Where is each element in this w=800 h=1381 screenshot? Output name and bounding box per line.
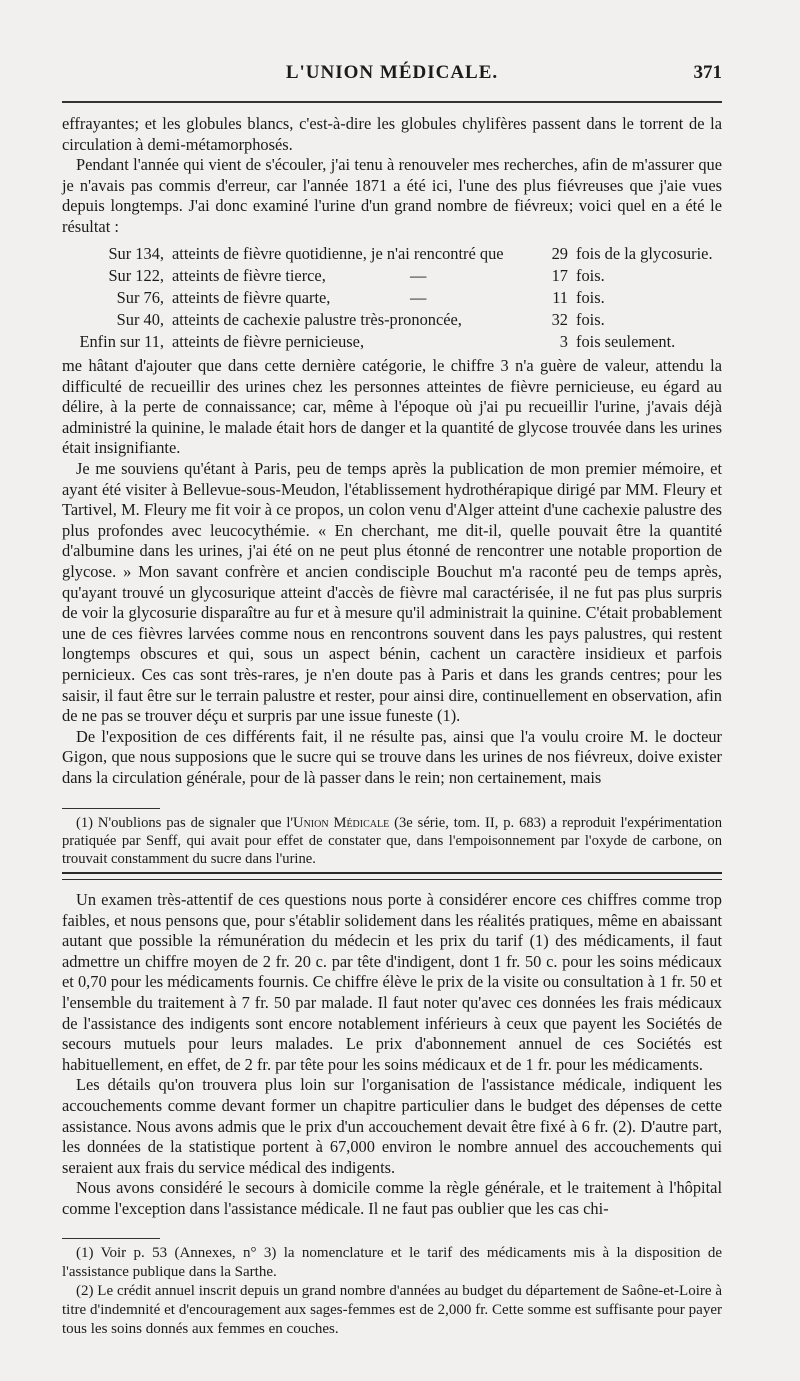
stat-description: atteints de fièvre pernicieuse, bbox=[172, 332, 365, 351]
stat-result: fois seulement. bbox=[576, 332, 676, 351]
paragraph: me hâtant d'ajouter que dans cette dernière catégorie, le chiffre 3 n'a guère de valeur, attendu la difficulté de recueillir des urines chez les personnes atteintes de fièvre pernicieuse, eu égard au délire, à la perte de connaissance; car, même à l'époque où j'ai pu recueillir l'urine, j'avais déjà administré la quinine, le malade était hors de danger et la quantité de glycose trouvée dans les urines était insignifiante. bbox=[62, 356, 722, 458]
stat-label: Sur 76, bbox=[116, 288, 164, 307]
footnote-rule bbox=[62, 1238, 160, 1239]
stat-description: atteints de cachexie palustre très-prononcée, bbox=[172, 310, 462, 329]
stat-row bbox=[62, 265, 722, 287]
stat-result: fois. bbox=[576, 310, 605, 329]
stat-label: Sur 40, bbox=[116, 310, 164, 329]
section-divider bbox=[62, 872, 722, 880]
paragraph: effrayantes; et les globules blancs, c'est-à-dire les globules chylifères passent dans le torrent de la circulation à demi-métamorphosés. bbox=[62, 114, 722, 154]
running-title: L'UNION MÉDICALE. bbox=[285, 62, 499, 83]
stat-count: 11 bbox=[552, 288, 568, 307]
stat-row bbox=[62, 309, 722, 331]
stat-description: atteints de fièvre quarte, bbox=[172, 288, 331, 307]
footnote-top bbox=[62, 814, 722, 868]
stat-count: 3 bbox=[559, 332, 568, 351]
glycosuria-statistics bbox=[62, 243, 722, 353]
paragraph: Je me souviens qu'étant à Paris, peu de temps après la publication de mon premier mémoire, et ayant été visiter à Bellevue-sous-Meudon, l'établissement hydrothérapique dirigé par MM. Fleury et Tartivel, M. Fleury me fit voir à ce propos, un colon venu d'Alger atteint d'une cachexie palustre des plus profondes avec leucocythémie. « En cherchant, me dit-il, quelle pouvait être la quantité d'albumine dans les urines, j'ai été on ne peut plus étonné de rencontrer une notable proportion de glycose. » Mon savant confrère et ancien condisciple Bouchut m'a raconté peu de temps après, qu'ayant trouvé un glycosurique atteint d'accès de fièvre mal caractérisée, il ne fut pas plus surpris de voir la glycosurie disparaître au fur et à mesure qu'il administrait la quinine. C'était probablement une de ces fièvres larvées comme nous en rencontrons souvent dans les pays palustres, qui restent longtemps obscures et qui, sous un aspect bénin, cachent un caractère insidieux et parfois pernicieux. Ces cas sont très-rares, je n'en doute pas à Paris et dans les grands centres; pour les saisir, il faut être sur le terrain palustre et rester, pour ainsi dire, continuellement en observation, afin de ne pas se trouver déçu et surpris par une issue funeste (1). bbox=[62, 458, 722, 726]
stat-count: 29 bbox=[551, 244, 568, 263]
stat-ditto-dash: — bbox=[410, 288, 427, 307]
page-number: 371 bbox=[693, 62, 722, 83]
footnote-rule bbox=[62, 808, 160, 809]
stat-row bbox=[62, 243, 722, 265]
paragraph: Pendant l'année qui vient de s'écouler, j'ai tenu à renouveler mes recherches, afin de m'assurer que je n'avais pas commis d'erreur, car l'année 1871 a été ici, l'une des plus fiévreuses que j'aie vues depuis longtemps. J'ai donc examiné l'urine d'un grand nombre de fiévreux; voici quel en a été le résultat : bbox=[62, 155, 722, 236]
stat-count: 17 bbox=[551, 266, 568, 285]
footnote-text: (1) N'oublions pas de signaler que l' bbox=[76, 815, 294, 831]
stat-count: 32 bbox=[551, 310, 568, 329]
paragraph: Nous avons considéré le secours à domicile comme la règle générale, et le traitement à l'hôpital comme l'exception dans l'assistance médicale. Il ne faut pas oublier que les cas chi- bbox=[62, 1178, 722, 1218]
stat-result: fois. bbox=[576, 288, 605, 307]
stat-result: fois de la glycosurie. bbox=[576, 244, 713, 263]
lower-text bbox=[62, 890, 722, 1220]
page-header bbox=[62, 62, 722, 92]
stat-result: fois. bbox=[576, 266, 605, 285]
stat-label: Enfin sur 11, bbox=[79, 332, 164, 351]
footnotes-bottom bbox=[62, 1244, 722, 1339]
paragraph: Un examen très-attentif de ces questions nous porte à considérer encore ces chiffres comme trop faibles, et nous pensons que, pour s'établir solidement dans les réalités pratiques, même en abaissant autant que possible la rémunération du médecin et les prix du tarif (1) des médicaments, il faut admettre un chiffre moyen de 2 fr. 20 c. par tête d'indigent, dont 1 fr. 50 c. pour les soins médicaux et 0,70 pour les médicaments fournis. Ce chiffre élève le prix de la visite ou consultation à 1 fr. 50 et l'ensemble du traitement à 7 fr. 50 par malade. Il faut noter qu'avec ces données les frais médicaux de l'assistance des indigents sont encore notablement inférieurs à ceux que payent les Sociétés de secours mutuels pour leurs malades. Le prix d'abonnement annuel de ces Sociétés est habituellement, en effet, de 2 fr. par tête pour les soins médicaux et de 1 fr. pour les médicaments. bbox=[62, 890, 722, 1074]
stat-row bbox=[62, 331, 722, 353]
stat-description: atteints de fièvre tierce, bbox=[172, 266, 326, 285]
paragraph: De l'exposition de ces différents fait, il ne résulte pas, ainsi que l'a voulu croire M. le docteur Gigon, que nous supposions que le sucre qui se trouve dans les urines de nos fiévreux, doive exister dans la circulation générale, pour de là passer dans le rein; non certainement, mais bbox=[62, 726, 722, 787]
stat-row bbox=[62, 287, 722, 309]
stat-label: Sur 134, bbox=[108, 244, 164, 263]
stat-ditto-dash: — bbox=[410, 266, 427, 285]
footnote: (2) Le crédit annuel inscrit depuis un grand nombre d'années au budget du département de Saône-et-Loire à titre d'indemnité et d'encouragement aux sages-femmes est de 2,000 fr. Cette somme est suffisante pour payer tous les soins donnés aux femmes en couches. bbox=[62, 1283, 722, 1337]
journal-name: Union Médicale bbox=[293, 815, 390, 831]
intro-text bbox=[62, 114, 722, 238]
footnote: (1) Voir p. 53 (Annexes, n° 3) la nomenclature et le tarif des médicaments mis à la disposition de l'assistance publique dans la Sarthe. bbox=[62, 1245, 722, 1280]
footnote-text: (3e série, tom. II, p. 683) a reproduit l'expérimentation pratiquée par Senff, qui avait pour effet de constater que, dans l'empoisonnement par l'oxyde de carbone, on trouvait constamment du sucre dans l'urine. bbox=[62, 815, 723, 867]
paragraph: Les détails qu'on trouvera plus loin sur l'organisation de l'assistance médicale, indiquent les accouchements comme devant former un chapitre particulier dans le budget des dépenses de cette assistance. Nous avons admis que le prix d'un accouchement devait être fixé à 6 fr. (2). D'autre part, les données de la statistique portent à 67,000 environ le nombre annuel des accouchements qui seraient aux frais du service médical des indigents. bbox=[62, 1075, 722, 1177]
header-rule bbox=[62, 101, 722, 103]
stat-description: atteints de fièvre quotidienne, je n'ai rencontré que bbox=[172, 244, 504, 263]
body-text bbox=[62, 356, 722, 788]
stat-label: Sur 122, bbox=[108, 266, 164, 285]
